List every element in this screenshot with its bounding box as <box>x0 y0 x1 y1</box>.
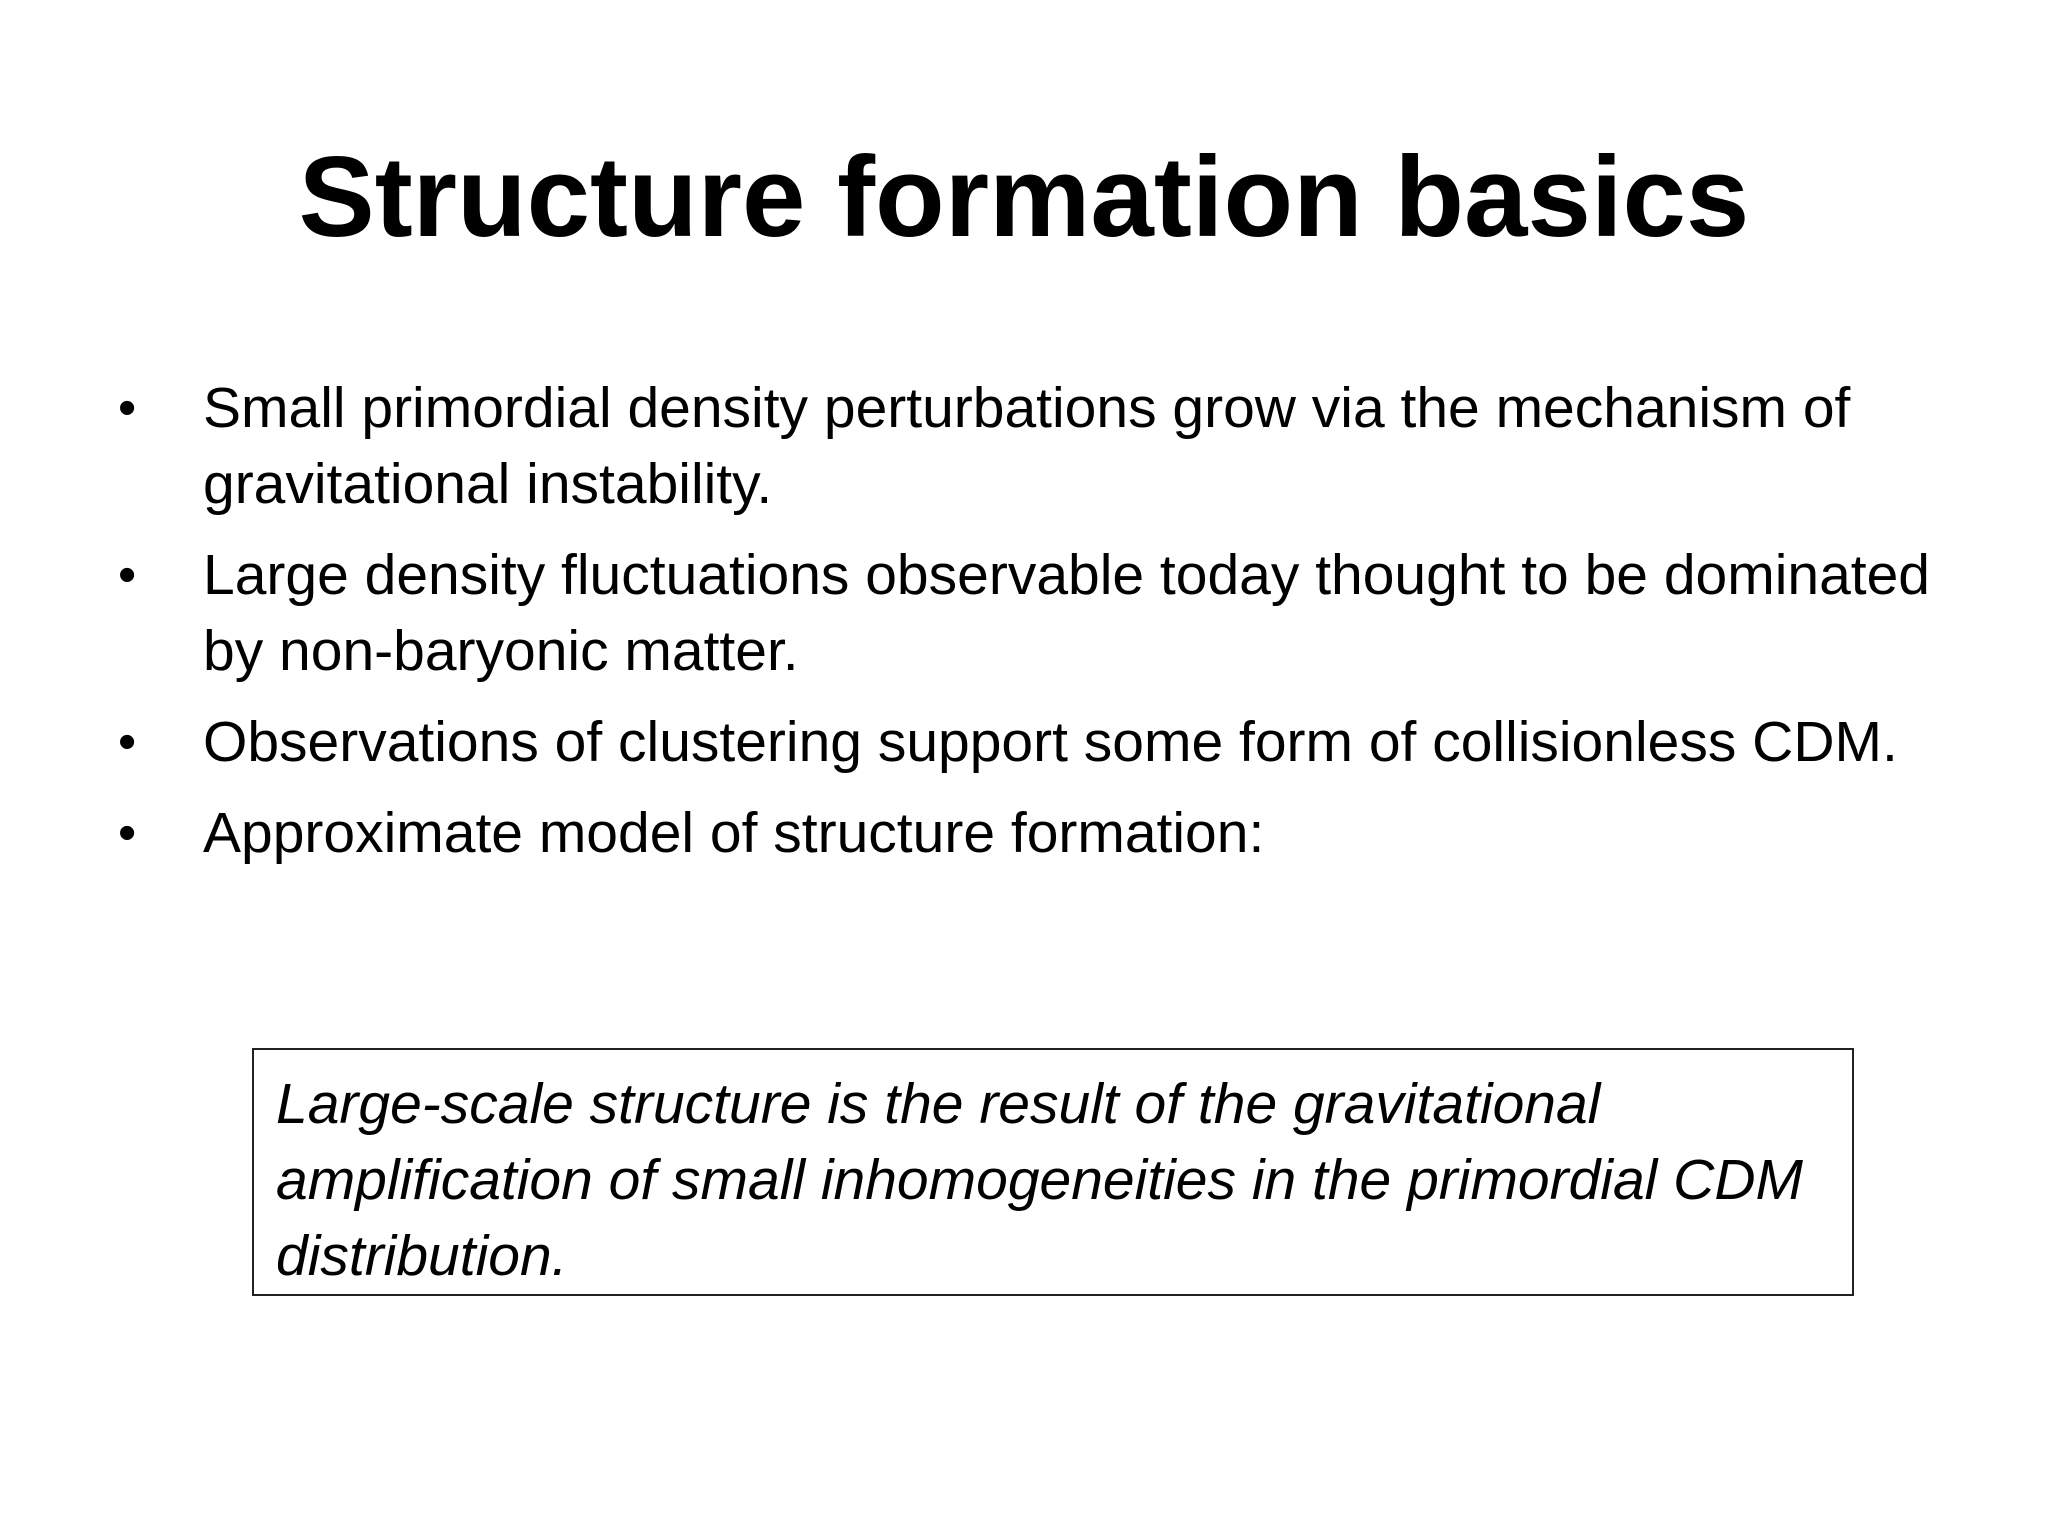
bullet-marker: • <box>118 546 137 604</box>
bullet-item <box>116 704 1976 780</box>
bullet-text: Observations of clustering support some form of collisionless CDM. <box>203 710 1898 774</box>
bullet-text: Large density fluctuations observable today thought to be dominated by non-baryonic matter. <box>203 543 1931 683</box>
callout-text: Large-scale structure is the result of the gravitational amplification of small inhomogeneities in the primordial CDM distribution. <box>276 1072 1803 1288</box>
slide-title: Structure formation basics <box>298 134 1750 261</box>
bullet-marker: • <box>118 804 137 862</box>
bullet-marker: • <box>118 713 137 771</box>
bullet-item <box>116 370 1976 522</box>
bullet-list <box>116 370 1976 886</box>
bullet-text: Small primordial density perturbations grow via the mechanism of gravitational instability. <box>203 376 1851 516</box>
bullet-item <box>116 537 1976 689</box>
bullet-marker: • <box>118 379 137 437</box>
bullet-item <box>116 795 1976 871</box>
bullet-text: Approximate model of structure formation: <box>203 801 1265 865</box>
callout-box <box>252 1048 1854 1296</box>
